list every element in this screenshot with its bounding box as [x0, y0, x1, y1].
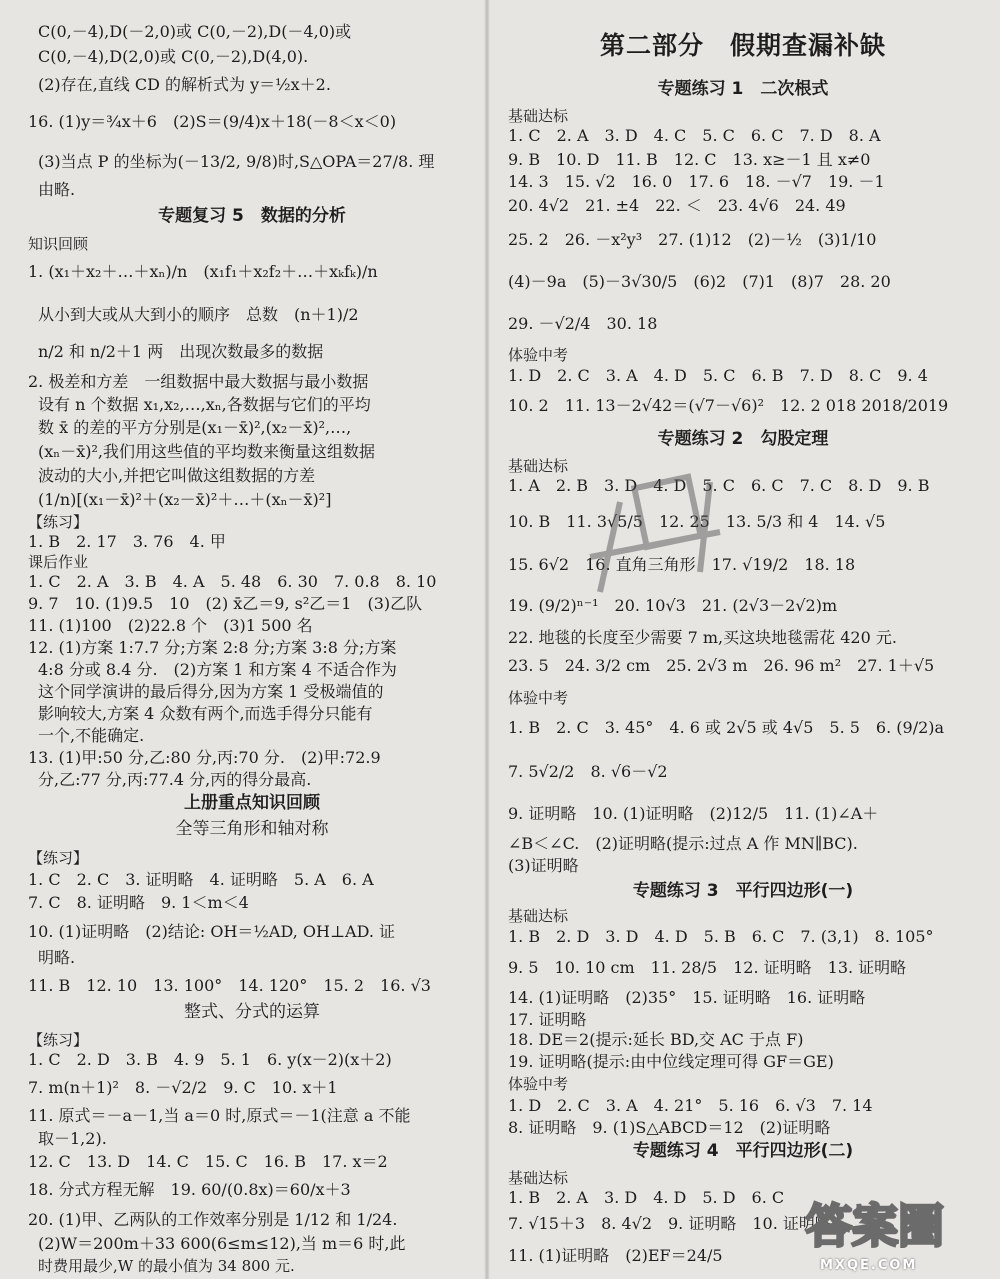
answer-line: 7. 5√2/2 8. √6－√2: [508, 762, 668, 781]
answer-line: 1. (x₁＋x₂＋…＋xₙ)/n (x₁f₁＋x₂f₂＋…＋xₖfₖ)/n: [28, 262, 378, 281]
answer-line: 19. 证明略(提示:由中位线定理可得 GF＝GE): [508, 1052, 834, 1071]
answer-line: C(0,－4),D(2,0)或 C(0,－2),D(4,0).: [38, 47, 309, 66]
answer-line: 8. 证明略 9. (1)S△ABCD＝12 (2)证明略: [508, 1118, 831, 1137]
answer-line: 15. 6√2 16. 直角三角形 17. √19/2 18. 18: [508, 555, 856, 574]
answer-line: 18. 分式方程无解 19. 60/(0.8x)＝60/x＋3: [28, 1180, 351, 1199]
answer-line: 11. (1)证明略 (2)EF＝24/5: [508, 1246, 723, 1265]
subsection-label: 知识回顾: [28, 235, 89, 253]
answer-line: 1. B 2. A 3. D 4. D 5. D 6. C: [508, 1188, 785, 1207]
answer-line: 7. √15＋3 8. 4√2 9. 证明略 10. 证明略: [508, 1214, 831, 1233]
answer-line: 11. (1)100 (2)22.8 个 (3)1 500 名: [28, 616, 313, 635]
answer-line: 19. (9/2)ⁿ⁻¹ 20. 10√3 21. (2√3－2√2)m: [508, 596, 838, 615]
answer-line: (3)证明略: [508, 856, 579, 875]
subsection-label: 基础达标: [508, 1169, 569, 1187]
answer-line: (4)－9a (5)－3√30/5 (6)2 (7)1 (8)7 28. 20: [508, 272, 891, 291]
answer-line: 7. C 8. 证明略 9. 1＜m＜4: [28, 893, 249, 912]
answer-line: 1. C 2. A 3. B 4. A 5. 48 6. 30 7. 0.8 8. 10: [28, 572, 437, 591]
answer-line: 1. B 2. D 3. D 4. D 5. B 6. C 7. (3,1) 8. 105°: [508, 927, 934, 946]
section-heading: 专题练习 1 二次根式: [657, 79, 829, 99]
section-heading: 上册重点知识回顾: [184, 793, 320, 813]
answer-line: 影响较大,方案 4 众数有两个,而选手得分只能有: [38, 704, 373, 723]
answer-line: 20. 4√2 21. ±4 22. ＜ 23. 4√6 24. 49: [508, 196, 846, 215]
answer-line: 4:8 分或 8.4 分. (2)方案 1 和方案 4 不适合作为: [38, 660, 397, 679]
answer-line: 22. 地毯的长度至少需要 7 m,买这块地毯需花 420 元.: [508, 628, 897, 647]
answer-line: 1. A 2. B 3. D 4. D 5. C 6. C 7. C 8. D 9. B: [508, 476, 930, 495]
section-heading: 专题练习 2 勾股定理: [657, 429, 829, 449]
answer-line: 分,乙:77 分,丙:77.4 分,丙的得分最高.: [38, 770, 312, 789]
subsection-label: 【练习】: [28, 849, 89, 867]
answer-line: 12. C 13. D 14. C 15. C 16. B 17. x＝2: [28, 1152, 388, 1171]
answer-line: 14. 3 15. √2 16. 0 17. 6 18. －√7 19. －1: [508, 172, 885, 191]
answer-line: 14. (1)证明略 (2)35° 15. 证明略 16. 证明略: [508, 988, 866, 1007]
right-column: [508, 0, 978, 1279]
answer-line: 1. B 2. C 3. 45° 4. 6 或 2√5 或 4√5 5. 5 6. (9/2)a: [508, 718, 945, 737]
answer-line: (2)存在,直线 CD 的解析式为 y＝½x＋2.: [38, 75, 331, 94]
answer-line: 时费用最少,W 的最小值为 34 800 元.: [38, 1257, 295, 1275]
answer-line: 18. DE＝2(提示:延长 BD,交 AC 于点 F): [508, 1030, 804, 1049]
answer-line: 13. (1)甲:50 分,乙:80 分,丙:70 分. (2)甲:72.9: [28, 748, 381, 767]
answer-line: 波动的大小,并把它叫做这组数据的方差: [38, 466, 316, 485]
answer-line: 9. 5 10. 10 cm 11. 28/5 12. 证明略 13. 证明略: [508, 958, 907, 977]
answer-line: 9. 7 10. (1)9.5 10 (2) x̄乙＝9, s²乙＝1 (3)乙队: [28, 594, 423, 613]
answer-line: 设有 n 个数据 x₁,x₂,…,xₙ,各数据与它们的平均: [38, 395, 371, 414]
svg-text:答案圈: 答案圈: [806, 1199, 944, 1253]
answer-line: 取－1,2).: [38, 1129, 107, 1148]
answer-line: 一个,不能确定.: [38, 726, 145, 745]
subsection-label: 体验中考: [508, 346, 569, 364]
stamp-mark-icon: [580, 462, 730, 612]
answer-line: (xₙ－x̄)²,我们用这些值的平均数来衡量这组数据: [38, 442, 375, 461]
answer-line: 10. (1)证明略 (2)结论: OH＝½AD, OH⊥AD. 证: [28, 922, 396, 941]
answer-line: 23. 5 24. 3/2 cm 25. 2√3 m 26. 96 m² 27. 1＋√5: [508, 656, 935, 675]
page-gutter: [484, 0, 490, 1279]
answer-line: 这个同学演讲的最后得分,因为方案 1 受极端值的: [38, 682, 384, 701]
subsection-label: 【练习】: [28, 1031, 89, 1049]
answer-line: 7. m(n＋1)² 8. －√2/2 9. C 10. x＋1: [28, 1078, 338, 1097]
answer-line: 11. 原式＝－a－1,当 a＝0 时,原式＝－1(注意 a 不能: [28, 1106, 411, 1125]
subsection-label: 基础达标: [508, 457, 569, 475]
answer-line: 1. D 2. C 3. A 4. 21° 5. 16 6. √3 7. 14: [508, 1096, 873, 1115]
answer-line: (1/n)[(x₁－x̄)²＋(x₂－x̄)²＋…＋(xₙ－x̄)²]: [38, 490, 332, 509]
answer-line: 1. C 2. A 3. D 4. C 5. C 6. C 7. D 8. A: [508, 126, 881, 145]
answer-line: 25. 2 26. －x²y³ 27. (1)12 (2)－½ (3)1/10: [508, 230, 877, 249]
section-heading: 专题练习 4 平行四边形(二): [632, 1141, 854, 1161]
subsection-label: 基础达标: [508, 907, 569, 925]
answer-line: 17. 证明略: [508, 1010, 587, 1029]
subsection-label: 体验中考: [508, 689, 569, 707]
answer-line: 数 x̄ 的差的平方分别是(x₁－x̄)²,(x₂－x̄)²,…,: [38, 418, 352, 437]
answer-line: 10. 2 11. 13－2√42＝(√7－√6)² 12. 2 018 2018/2019: [508, 396, 949, 415]
answer-line: 2. 极差和方差 一组数据中最大数据与最小数据: [28, 372, 369, 391]
answer-line: 10. B 11. 3√5/5 12. 25 13. 5/3 和 4 14. √5: [508, 512, 886, 531]
subsection-label: 课后作业: [28, 553, 89, 571]
subsection-label: 【练习】: [28, 513, 89, 531]
answer-line: ∠B＜∠C. (2)证明略(提示:过点 A 作 MN∥BC).: [508, 834, 858, 853]
answer-line: 11. B 12. 10 13. 100° 14. 120° 15. 2 16. √3: [28, 976, 431, 995]
watermark-site: MXQE.COM: [820, 1258, 918, 1273]
subsection-label: 基础达标: [508, 107, 569, 125]
answer-line: 1. C 2. C 3. 证明略 4. 证明略 5. A 6. A: [28, 870, 374, 889]
section-heading: 专题复习 5 数据的分析: [158, 206, 346, 226]
answer-line: (3)当点 P 的坐标为(－13/2, 9/8)时,S△OPA＝27/8. 理: [38, 152, 435, 171]
answer-line: 从小到大或从大到小的顺序 总数 (n＋1)/2: [38, 305, 359, 324]
answer-line: 20. (1)甲、乙两队的工作效率分别是 1/12 和 1/24.: [28, 1210, 398, 1229]
answer-line: 明略.: [38, 948, 76, 967]
answer-line: 1. B 2. 17 3. 76 4. 甲: [28, 532, 226, 551]
answer-line: 1. C 2. D 3. B 4. 9 5. 1 6. y(x－2)(x＋2): [28, 1050, 392, 1069]
section-subheading: 全等三角形和轴对称: [175, 819, 329, 839]
answer-line: 1. D 2. C 3. A 4. D 5. C 6. B 7. D 8. C 9. 4: [508, 366, 928, 385]
subsection-label: 体验中考: [508, 1075, 569, 1093]
answer-line: n/2 和 n/2＋1 两 出现次数最多的数据: [38, 342, 324, 361]
section-subheading: 整式、分式的运算: [184, 1002, 320, 1022]
answer-line: 9. B 10. D 11. B 12. C 13. x≥－1 且 x≠0: [508, 150, 871, 169]
part-title: 第二部分 假期查漏补缺: [599, 31, 886, 60]
answer-line: 9. 证明略 10. (1)证明略 (2)12/5 11. (1)∠A＋: [508, 804, 879, 823]
answer-line: 由略.: [38, 180, 76, 199]
answer-line: 29. －√2/4 30. 18: [508, 314, 658, 333]
section-heading: 专题练习 3 平行四边形(一): [632, 881, 854, 901]
answer-line: 16. (1)y＝¾x＋6 (2)S＝(9/4)x＋18(－8＜x＜0): [28, 112, 397, 131]
answer-line: (2)W＝200m＋33 600(6≤m≤12),当 m＝6 时,此: [38, 1234, 406, 1253]
answer-line: C(0,－4),D(－2,0)或 C(0,－2),D(－4,0)或: [38, 22, 352, 41]
left-column: [28, 0, 476, 1279]
answer-line: 12. (1)方案 1:7.7 分;方案 2:8 分;方案 3:8 分;方案: [28, 638, 397, 657]
